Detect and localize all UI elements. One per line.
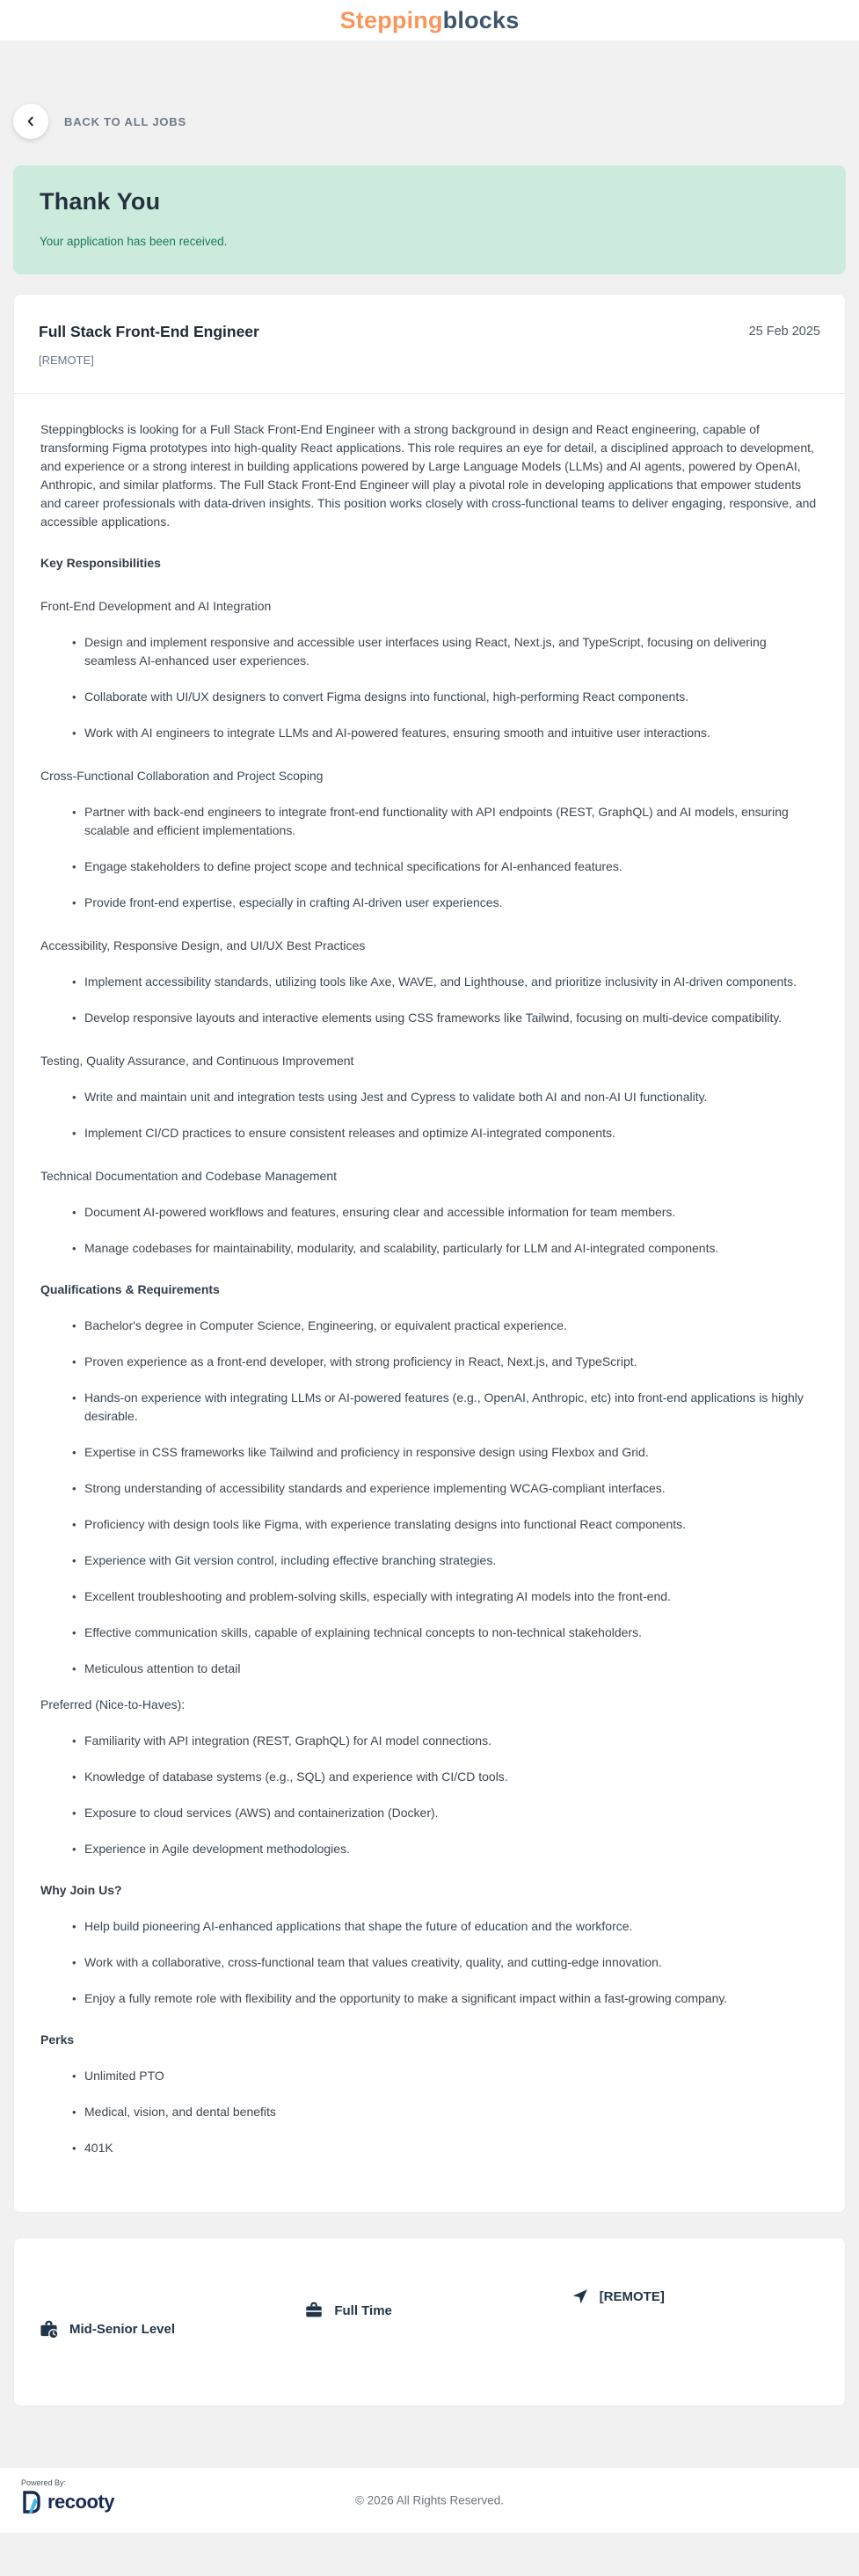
bullet-item: • Develop responsive layouts and interactive elements using CSS frameworks like Tailwind, focusing on multi-device compatibility. <box>72 1009 819 1027</box>
section-heading: Qualifications & Requirements <box>40 1282 220 1296</box>
bullet-item: • Design and implement responsive and accessible user interfaces using React, Next.js, and TypeScript, focusing on delivering seamless AI-enhanced user experiences. <box>72 633 819 670</box>
bullet-item: • Work with AI engineers to integrate LLMs and AI-powered features, ensuring smooth and intuitive user interactions. <box>72 724 819 742</box>
bullet-item: • Familiarity with API integration (REST, GraphQL) for AI model connections. <box>72 1732 819 1750</box>
job-title: Full Stack Front-End Engineer <box>39 323 259 340</box>
bullet-item: • Strong understanding of accessibility standards and experience implementing WCAG-compliant interfaces. <box>72 1479 819 1498</box>
section-heading: Perks <box>40 2032 75 2047</box>
bullet-list <box>40 1203 819 1258</box>
thank-you-title: Thank You <box>40 188 161 215</box>
bullet-item: • Write and maintain unit and integration tests using Jest and Cypress to validate both AI and non-AI UI functionality. <box>72 1088 819 1106</box>
bullet-item: • Knowledge of database systems (e.g., SQL) and experience with CI/CD tools. <box>72 1768 819 1786</box>
briefcase-clock-icon <box>39 2319 59 2339</box>
bullet-item: • Excellent troubleshooting and problem-solving skills, especially with integrating AI models into the front-end. <box>72 1587 819 1606</box>
employment-type-item <box>288 2238 554 2320</box>
bullet-item: • Bachelor's degree in Computer Science, Engineering, or equivalent practical experience. <box>72 1317 819 1335</box>
bullet-list <box>40 1732 819 1858</box>
logo-part-navy: blocks <box>442 6 520 33</box>
location-label: [REMOTE] <box>599 2289 665 2304</box>
bullet-item: • Proven experience as a front-end developer, with strong proficiency in React, Next.js, and TypeScript. <box>72 1353 819 1371</box>
sub-heading: Preferred (Nice-to-Haves): <box>40 1697 186 1711</box>
employment-type-label: Full Time <box>334 2302 392 2318</box>
powered-by-label: Powered By: <box>21 2478 67 2487</box>
description-paragraph: Steppingblocks is looking for a Full Stack Front-End Engineer with a strong background in design and React engineering, capable of transforming Figma prototypes into high-quality React applications. This role requires an eye for detail, a disciplined approach to development, and experience or a strong interest in building applications powered by Large Language Models (LLMs) and AI agents, powered by OpenAI, Anthropic, and similar platforms. The Full Stack Front-End Engineer will play a pivotal role in developing applications that empower students and career professionals with data-driven insights. This position works closely with cross-functional teams to deliver engaging, responsive, and accessible applications. <box>40 422 817 529</box>
bullet-item: • Engage stakeholders to define project scope and technical specifications for AI-enhanced features. <box>72 857 819 876</box>
bullet-item: • Effective communication skills, capable of explaining technical concepts to non-technical stakeholders. <box>72 1624 819 1642</box>
chevron-left-icon <box>24 114 38 128</box>
back-to-all-jobs-link[interactable] <box>13 104 846 139</box>
bullet-item: • Document AI-powered workflows and features, ensuring clear and accessible information for team members. <box>72 1203 819 1222</box>
bullet-item: • Enjoy a fully remote role with flexibility and the opportunity to make a significant impact within a fast-growing company. <box>72 1989 819 2008</box>
bullet-list <box>40 1917 819 2008</box>
section-heading: Why Join Us? <box>40 1883 122 1897</box>
job-meta-card <box>13 2237 846 2406</box>
bullet-item: • Implement accessibility standards, utilizing tools like Axe, WAVE, and Lighthouse, and prioritize inclusivity in AI-driven components. <box>72 973 819 991</box>
sub-heading: Accessibility, Responsive Design, and UI/UX Best Practices <box>40 938 366 952</box>
bullet-list <box>40 1088 819 1142</box>
bullet-item: • Provide front-end expertise, especially in crafting AI-driven user experiences. <box>72 894 819 912</box>
job-description <box>14 394 845 2212</box>
recooty-mark-icon <box>21 2490 42 2514</box>
section-heading: Key Responsibilities <box>40 556 161 570</box>
navigation-icon <box>571 2288 589 2306</box>
experience-level-item <box>39 2238 288 2339</box>
experience-level-label: Mid-Senior Level <box>69 2322 176 2337</box>
bullet-item: • Work with a collaborative, cross-functional team that values creativity, quality, and cutting-edge innovation. <box>72 1953 819 1972</box>
bullet-item: • Experience in Agile development methodologies. <box>72 1840 819 1858</box>
job-posted-date: 25 Feb 2025 <box>748 325 820 339</box>
bullet-item: • Meticulous attention to detail <box>72 1660 819 1678</box>
bullet-item: • Expertise in CSS frameworks like Tailwind and proficiency in responsive design using Flexbox and Grid. <box>72 1443 819 1462</box>
bullet-list <box>40 2067 819 2157</box>
bullet-item: • Implement CI/CD practices to ensure consistent releases and optimize AI-integrated components. <box>72 1124 819 1142</box>
sub-heading: Technical Documentation and Codebase Management <box>40 1169 337 1183</box>
bullet-item: • Help build pioneering AI-enhanced applications that shape the future of education and the workforce. <box>72 1917 819 1936</box>
bullet-item: • Medical, vision, and dental benefits <box>72 2103 819 2121</box>
bullet-item: • Exposure to cloud services (AWS) and containerization (Docker). <box>72 1804 819 1822</box>
bullet-list <box>40 973 819 1027</box>
sub-heading: Front-End Development and AI Integration <box>40 599 272 613</box>
steppingblocks-logo <box>340 7 520 34</box>
bullet-item: • Manage codebases for maintainability, modularity, and scalability, particularly for LLM and AI-integrated components. <box>72 1239 819 1258</box>
logo-part-orange: Stepping <box>339 6 443 33</box>
briefcase-icon <box>304 2301 324 2320</box>
bullet-item: • Experience with Git version control, including effective branching strategies. <box>72 1551 819 1570</box>
job-card <box>13 294 846 2213</box>
thank-you-message: Your application has been received. <box>40 235 228 248</box>
sub-heading: Cross-Functional Collaboration and Project Scoping <box>40 769 324 783</box>
bullet-item: • Collaborate with UI/UX designers to convert Figma designs into functional, high-performing React components. <box>72 688 819 706</box>
job-card-header <box>14 295 845 394</box>
bullet-item: • Unlimited PTO <box>72 2067 819 2085</box>
location-item <box>555 2238 820 2306</box>
bullet-item: • 401K <box>72 2139 819 2157</box>
job-location: [REMOTE] <box>39 354 94 367</box>
sub-heading: Testing, Quality Assurance, and Continuous Improvement <box>40 1054 354 1068</box>
bullet-list <box>40 803 819 912</box>
recooty-logo[interactable] <box>21 2490 114 2514</box>
bullet-item: • Partner with back-end engineers to integrate front-end functionality with API endpoints (REST, GraphQL) and AI models, ensuring scalable and efficient implementations. <box>72 803 819 840</box>
bullet-list <box>40 633 819 742</box>
copyright-text: © 2026 All Rights Reserved. <box>354 2493 505 2507</box>
bullet-item: • Proficiency with design tools like Figma, with experience translating designs into functional React components. <box>72 1515 819 1534</box>
back-label[interactable]: BACK TO ALL JOBS <box>64 114 186 128</box>
thank-you-banner <box>13 165 846 274</box>
bullet-item: • Hands-on experience with integrating LLMs or AI-powered features (e.g., OpenAI, Anthropic, etc) into front-end applications is highly desirable. <box>72 1389 819 1426</box>
top-bar <box>0 0 859 40</box>
recooty-wordmark: recooty <box>47 2491 114 2513</box>
back-button[interactable] <box>13 104 48 139</box>
page-footer <box>0 2468 859 2533</box>
job-title-block <box>39 323 259 367</box>
bullet-list <box>40 1317 819 1678</box>
